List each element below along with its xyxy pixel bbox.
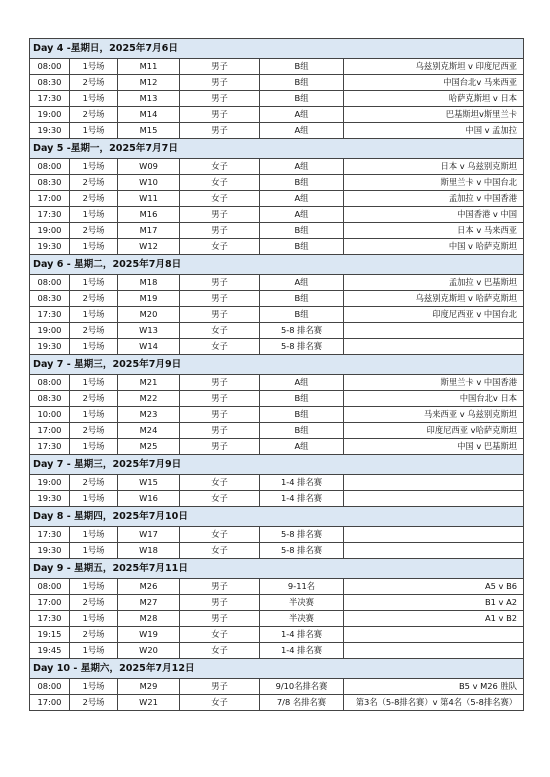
match-cell [344, 543, 524, 559]
gender-cell: 女子 [180, 527, 260, 543]
day-title: Day 6 - 星期二，2025年7月8日 [30, 255, 524, 275]
gender-cell: 女子 [180, 175, 260, 191]
time-cell: 17:00 [30, 695, 70, 711]
match-cell [344, 527, 524, 543]
gender-cell: 女子 [180, 695, 260, 711]
group-cell: B组 [260, 391, 344, 407]
schedule-row [30, 527, 524, 543]
court-cell: 2号场 [70, 291, 118, 307]
gender-cell: 女子 [180, 191, 260, 207]
match-id-cell: M24 [118, 423, 180, 439]
match-id-cell: M25 [118, 439, 180, 455]
match-cell: 乌兹别克斯坦 v 哈萨克斯坦 [344, 291, 524, 307]
schedule-row [30, 175, 524, 191]
schedule-row [30, 695, 524, 711]
schedule-row [30, 611, 524, 627]
gender-cell: 男子 [180, 611, 260, 627]
group-cell: B组 [260, 175, 344, 191]
court-cell: 1号场 [70, 275, 118, 291]
match-id-cell: W16 [118, 491, 180, 507]
group-cell: A组 [260, 123, 344, 139]
match-cell: 中国 v 巴基斯坦 [344, 439, 524, 455]
gender-cell: 男子 [180, 391, 260, 407]
group-cell: A组 [260, 375, 344, 391]
court-cell: 1号场 [70, 239, 118, 255]
day-title: Day 5 -星期一，2025年7月7日 [30, 139, 524, 159]
time-cell: 17:00 [30, 595, 70, 611]
match-id-cell: M26 [118, 579, 180, 595]
schedule-row [30, 679, 524, 695]
schedule-row [30, 59, 524, 75]
group-cell: B组 [260, 423, 344, 439]
schedule-body [30, 39, 524, 711]
time-cell: 19:00 [30, 323, 70, 339]
time-cell: 08:00 [30, 275, 70, 291]
match-cell: 中国 v 哈萨克斯坦 [344, 239, 524, 255]
match-cell: 巴基斯坦v斯里兰卡 [344, 107, 524, 123]
match-id-cell: M19 [118, 291, 180, 307]
gender-cell: 男子 [180, 407, 260, 423]
gender-cell: 女子 [180, 339, 260, 355]
time-cell: 17:30 [30, 439, 70, 455]
schedule-row [30, 643, 524, 659]
court-cell: 1号场 [70, 491, 118, 507]
group-cell: 半决赛 [260, 595, 344, 611]
group-cell: B组 [260, 239, 344, 255]
match-cell: 印度尼西亚 v 中国台北 [344, 307, 524, 323]
court-cell: 1号场 [70, 543, 118, 559]
schedule-row [30, 391, 524, 407]
day-title: Day 7 - 星期三，2025年7月9日 [30, 455, 524, 475]
group-cell: 7/8 名排名赛 [260, 695, 344, 711]
time-cell: 19:30 [30, 339, 70, 355]
court-cell: 1号场 [70, 439, 118, 455]
schedule-table [29, 38, 524, 711]
match-id-cell: W15 [118, 475, 180, 491]
court-cell: 1号场 [70, 159, 118, 175]
match-id-cell: M12 [118, 75, 180, 91]
court-cell: 1号场 [70, 643, 118, 659]
day-header-row [30, 139, 524, 159]
court-cell: 1号场 [70, 579, 118, 595]
time-cell: 08:00 [30, 375, 70, 391]
day-title: Day 10 - 星期六，2025年7月12日 [30, 659, 524, 679]
court-cell: 1号场 [70, 611, 118, 627]
day-title: Day 9 - 星期五，2025年7月11日 [30, 559, 524, 579]
match-cell [344, 339, 524, 355]
gender-cell: 男子 [180, 579, 260, 595]
match-id-cell: W10 [118, 175, 180, 191]
gender-cell: 男子 [180, 679, 260, 695]
court-cell: 2号场 [70, 423, 118, 439]
time-cell: 19:00 [30, 107, 70, 123]
match-cell: 斯里兰卡 v 中国台北 [344, 175, 524, 191]
group-cell: A组 [260, 439, 344, 455]
gender-cell: 女子 [180, 491, 260, 507]
gender-cell: 男子 [180, 275, 260, 291]
court-cell: 1号场 [70, 59, 118, 75]
time-cell: 08:00 [30, 159, 70, 175]
court-cell: 1号场 [70, 527, 118, 543]
time-cell: 08:00 [30, 59, 70, 75]
group-cell: A组 [260, 275, 344, 291]
match-cell: 日本 v 乌兹别克斯坦 [344, 159, 524, 175]
match-cell: 中国香港 v 中国 [344, 207, 524, 223]
match-cell: 第3名（5-8排名赛）v 第4名（5-8排名赛） [344, 695, 524, 711]
court-cell: 2号场 [70, 75, 118, 91]
gender-cell: 女子 [180, 543, 260, 559]
match-id-cell: M21 [118, 375, 180, 391]
group-cell: B组 [260, 407, 344, 423]
match-cell: 马来西亚 v 乌兹别克斯坦 [344, 407, 524, 423]
group-cell: A组 [260, 159, 344, 175]
match-cell [344, 643, 524, 659]
match-id-cell: M18 [118, 275, 180, 291]
time-cell: 17:30 [30, 91, 70, 107]
time-cell: 19:30 [30, 491, 70, 507]
gender-cell: 女子 [180, 323, 260, 339]
match-cell: B1 v A2 [344, 595, 524, 611]
schedule-row [30, 407, 524, 423]
day-title: Day 7 - 星期三，2025年7月9日 [30, 355, 524, 375]
match-id-cell: M22 [118, 391, 180, 407]
court-cell: 1号场 [70, 375, 118, 391]
gender-cell: 男子 [180, 59, 260, 75]
group-cell: 1-4 排名赛 [260, 643, 344, 659]
time-cell: 19:45 [30, 643, 70, 659]
match-id-cell: W17 [118, 527, 180, 543]
schedule-row [30, 275, 524, 291]
group-cell: B组 [260, 307, 344, 323]
schedule-row [30, 491, 524, 507]
match-id-cell: M27 [118, 595, 180, 611]
group-cell: B组 [260, 59, 344, 75]
court-cell: 1号场 [70, 91, 118, 107]
schedule-row [30, 239, 524, 255]
match-id-cell: W19 [118, 627, 180, 643]
schedule-row [30, 75, 524, 91]
court-cell: 2号场 [70, 391, 118, 407]
time-cell: 08:00 [30, 679, 70, 695]
day-header-row [30, 559, 524, 579]
group-cell: 1-4 排名赛 [260, 627, 344, 643]
match-cell [344, 475, 524, 491]
schedule-row [30, 207, 524, 223]
match-id-cell: M20 [118, 307, 180, 323]
group-cell: 5-8 排名赛 [260, 543, 344, 559]
schedule-row [30, 423, 524, 439]
schedule-row [30, 291, 524, 307]
match-cell: 中国台北v 马来西亚 [344, 75, 524, 91]
schedule-row [30, 191, 524, 207]
match-id-cell: M29 [118, 679, 180, 695]
court-cell: 2号场 [70, 107, 118, 123]
day-header-row [30, 507, 524, 527]
match-cell: 日本 v 马来西亚 [344, 223, 524, 239]
court-cell: 1号场 [70, 207, 118, 223]
court-cell: 2号场 [70, 595, 118, 611]
schedule-row [30, 159, 524, 175]
match-id-cell: W14 [118, 339, 180, 355]
group-cell: B组 [260, 91, 344, 107]
match-id-cell: M14 [118, 107, 180, 123]
match-cell: 中国 v 孟加拉 [344, 123, 524, 139]
group-cell: 9/10名排名赛 [260, 679, 344, 695]
day-header-row [30, 39, 524, 59]
time-cell: 08:30 [30, 291, 70, 307]
gender-cell: 男子 [180, 91, 260, 107]
match-cell: A5 v B6 [344, 579, 524, 595]
court-cell: 2号场 [70, 191, 118, 207]
match-cell: 乌兹别克斯坦 v 印度尼西亚 [344, 59, 524, 75]
gender-cell: 男子 [180, 595, 260, 611]
time-cell: 10:00 [30, 407, 70, 423]
time-cell: 17:30 [30, 307, 70, 323]
match-cell [344, 323, 524, 339]
match-cell: 孟加拉 v 巴基斯坦 [344, 275, 524, 291]
match-id-cell: W21 [118, 695, 180, 711]
schedule-row [30, 595, 524, 611]
day-header-row [30, 355, 524, 375]
schedule-row [30, 307, 524, 323]
match-id-cell: W12 [118, 239, 180, 255]
time-cell: 08:30 [30, 75, 70, 91]
day-header-row [30, 455, 524, 475]
schedule-row [30, 543, 524, 559]
match-cell: 中国台北v 日本 [344, 391, 524, 407]
match-id-cell: M13 [118, 91, 180, 107]
group-cell: A组 [260, 207, 344, 223]
time-cell: 17:30 [30, 611, 70, 627]
schedule-row [30, 123, 524, 139]
gender-cell: 男子 [180, 375, 260, 391]
schedule-row [30, 375, 524, 391]
match-id-cell: W13 [118, 323, 180, 339]
time-cell: 19:30 [30, 239, 70, 255]
time-cell: 19:00 [30, 223, 70, 239]
gender-cell: 女子 [180, 239, 260, 255]
court-cell: 2号场 [70, 627, 118, 643]
group-cell: B组 [260, 223, 344, 239]
court-cell: 2号场 [70, 695, 118, 711]
court-cell: 2号场 [70, 223, 118, 239]
time-cell: 17:30 [30, 527, 70, 543]
time-cell: 19:30 [30, 543, 70, 559]
day-title: Day 4 -星期日，2025年7月6日 [30, 39, 524, 59]
group-cell: B组 [260, 75, 344, 91]
schedule-row [30, 627, 524, 643]
gender-cell: 男子 [180, 423, 260, 439]
gender-cell: 男子 [180, 439, 260, 455]
gender-cell: 男子 [180, 207, 260, 223]
group-cell: 9-11名 [260, 579, 344, 595]
court-cell: 1号场 [70, 407, 118, 423]
schedule-row [30, 439, 524, 455]
gender-cell: 男子 [180, 223, 260, 239]
gender-cell: 男子 [180, 307, 260, 323]
time-cell: 17:00 [30, 423, 70, 439]
day-header-row [30, 255, 524, 275]
group-cell: 5-8 排名赛 [260, 527, 344, 543]
time-cell: 08:30 [30, 175, 70, 191]
match-id-cell: M11 [118, 59, 180, 75]
schedule-row [30, 579, 524, 595]
group-cell: 5-8 排名赛 [260, 339, 344, 355]
time-cell: 17:00 [30, 191, 70, 207]
group-cell: B组 [260, 291, 344, 307]
match-id-cell: M16 [118, 207, 180, 223]
gender-cell: 男子 [180, 291, 260, 307]
schedule-row [30, 107, 524, 123]
schedule-row [30, 339, 524, 355]
match-cell: B5 v M26 胜队 [344, 679, 524, 695]
gender-cell: 女子 [180, 475, 260, 491]
match-cell [344, 491, 524, 507]
gender-cell: 男子 [180, 123, 260, 139]
court-cell: 1号场 [70, 339, 118, 355]
time-cell: 17:30 [30, 207, 70, 223]
match-id-cell: M23 [118, 407, 180, 423]
schedule-row [30, 323, 524, 339]
group-cell: 1-4 排名赛 [260, 475, 344, 491]
match-id-cell: M15 [118, 123, 180, 139]
gender-cell: 男子 [180, 107, 260, 123]
court-cell: 2号场 [70, 323, 118, 339]
match-id-cell: W09 [118, 159, 180, 175]
schedule-row [30, 475, 524, 491]
match-id-cell: W18 [118, 543, 180, 559]
court-cell: 1号场 [70, 307, 118, 323]
day-title: Day 8 - 星期四，2025年7月10日 [30, 507, 524, 527]
gender-cell: 女子 [180, 643, 260, 659]
match-cell [344, 627, 524, 643]
gender-cell: 男子 [180, 75, 260, 91]
time-cell: 19:30 [30, 123, 70, 139]
group-cell: A组 [260, 107, 344, 123]
group-cell: 1-4 排名赛 [260, 491, 344, 507]
time-cell: 19:00 [30, 475, 70, 491]
court-cell: 2号场 [70, 175, 118, 191]
time-cell: 08:30 [30, 391, 70, 407]
match-id-cell: W20 [118, 643, 180, 659]
match-id-cell: M28 [118, 611, 180, 627]
match-cell: 斯里兰卡 v 中国香港 [344, 375, 524, 391]
match-id-cell: W11 [118, 191, 180, 207]
schedule-row [30, 91, 524, 107]
group-cell: 5-8 排名赛 [260, 323, 344, 339]
court-cell: 1号场 [70, 123, 118, 139]
group-cell: A组 [260, 191, 344, 207]
match-cell: 哈萨克斯坦 v 日本 [344, 91, 524, 107]
gender-cell: 女子 [180, 159, 260, 175]
match-cell: 孟加拉 v 中国香港 [344, 191, 524, 207]
time-cell: 19:15 [30, 627, 70, 643]
day-header-row [30, 659, 524, 679]
group-cell: 半决赛 [260, 611, 344, 627]
schedule-sheet [29, 38, 523, 711]
court-cell: 1号场 [70, 679, 118, 695]
match-id-cell: M17 [118, 223, 180, 239]
gender-cell: 女子 [180, 627, 260, 643]
match-cell: 印度尼西亚 v哈萨克斯坦 [344, 423, 524, 439]
time-cell: 08:00 [30, 579, 70, 595]
court-cell: 2号场 [70, 475, 118, 491]
schedule-row [30, 223, 524, 239]
match-cell: A1 v B2 [344, 611, 524, 627]
